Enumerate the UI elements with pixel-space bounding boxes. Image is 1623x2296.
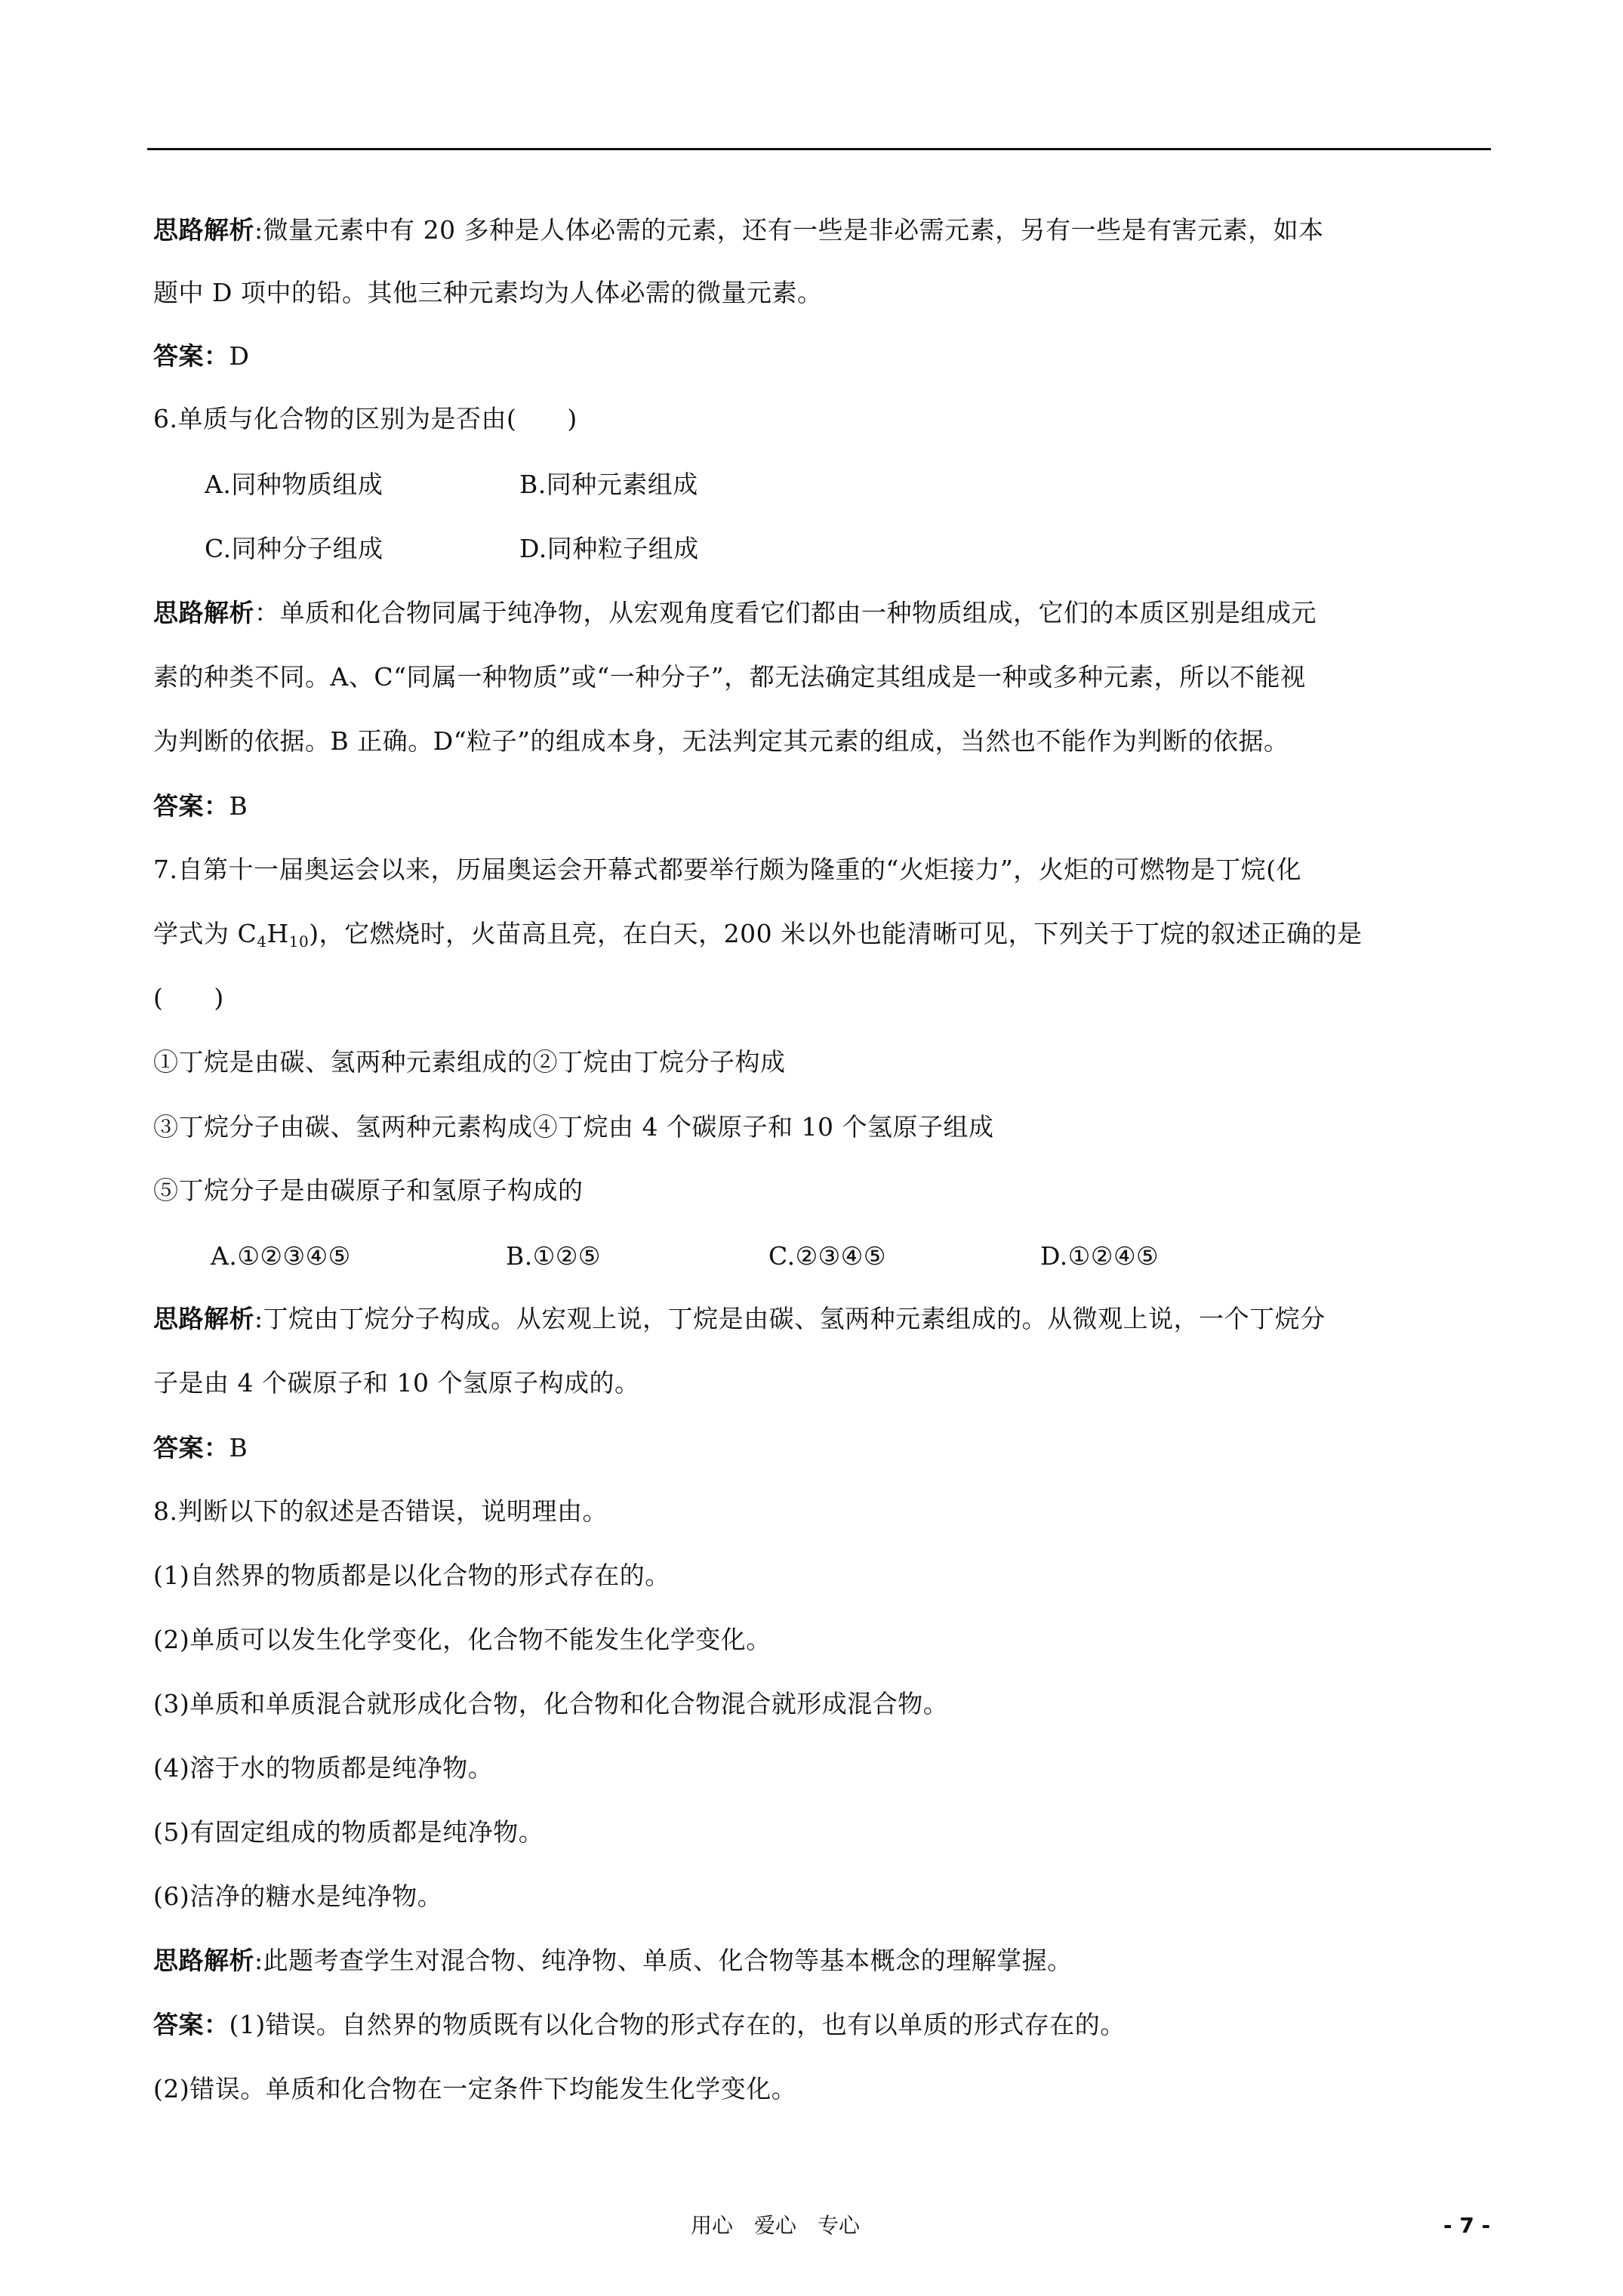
analysis-label: 思路解析 xyxy=(153,1304,254,1333)
q7-option-a: A.①②③④⑤ xyxy=(211,1241,351,1271)
analysis-label: 思路解析 xyxy=(153,215,254,245)
q7-option-d: D.①②④⑤ xyxy=(1040,1241,1160,1271)
analysis-label: 思路解析 xyxy=(153,1946,254,1975)
answer-label: 答案： xyxy=(153,1433,229,1462)
q6-analysis-line2: 素的种类不同。A、C“同属一种物质”或“一种分子”，都无法确定其组成是一种或多种元素，所以不能视 xyxy=(153,662,1306,692)
answer-label: 答案： xyxy=(153,2010,229,2039)
q6-stem: 6.单质与化合物的区别为是否由( ) xyxy=(153,404,577,433)
q6-analysis-line1 xyxy=(153,596,1317,630)
q7-statement-3: ⑤丁烷分子是由碳原子和氢原子构成的 xyxy=(153,1176,584,1205)
answer-value: B xyxy=(229,1433,248,1462)
q7-statement-1: ①丁烷是由碳、氢两种元素组成的②丁烷由丁烷分子构成 xyxy=(153,1047,786,1077)
q6-option-a: A.同种物质组成 xyxy=(205,470,383,499)
formula-subscript: 4 xyxy=(257,932,267,951)
header-rule xyxy=(147,148,1491,150)
q7-stem-line3: ( ) xyxy=(153,983,224,1012)
q8-item-2: (2)单质可以发生化学变化，化合物不能发生化学变化。 xyxy=(153,1625,771,1654)
q7-analysis-line2: 子是由 4 个碳原子和 10 个氢原子构成的。 xyxy=(153,1368,640,1398)
analysis-text: :丁烷由丁烷分子构成。从宏观上说，丁烷是由碳、氢两种元素组成的。从微观上说，一个丁烷分 xyxy=(254,1304,1326,1333)
q6-answer xyxy=(153,790,248,823)
q5-analysis-line2: 题中 D 项中的铅。其他三种元素均为人体必需的微量元素。 xyxy=(153,278,823,307)
q8-item-3: (3)单质和单质混合就形成化合物，化合物和化合物混合就形成混合物。 xyxy=(153,1689,949,1718)
analysis-text: :微量元素中有 20 多种是人体必需的元素，还有一些是非必需元素，另有一些是有害元素，如本 xyxy=(254,215,1324,245)
q5-analysis-line1 xyxy=(153,214,1324,247)
q6-analysis-line3: 为判断的依据。B 正确。D“粒子”的组成本身，无法判定其元素的组成，当然也不能作为判断的依据。 xyxy=(153,726,1289,756)
q7-stem-text: 学式为 C xyxy=(153,919,257,948)
q6-option-d: D.同种粒子组成 xyxy=(519,534,699,563)
formula-subscript: 10 xyxy=(288,932,310,951)
q7-stem-text: )，它燃烧时，火苗高且亮，在白天，200 米以外也能清晰可见，下列关于丁烷的叙述正确的是 xyxy=(309,919,1363,948)
answer-value: B xyxy=(229,791,248,821)
q7-option-c: C.②③④⑤ xyxy=(768,1241,886,1271)
analysis-text: ：单质和化合物同属于纯净物，从宏观角度看它们都由一种物质组成，它们的本质区别是组成元 xyxy=(254,598,1317,627)
q7-stem-line1: 7.自第十一届奥运会以来，历届奥运会开幕式都要举行颇为隆重的“火炬接力”，火炬的可燃物是丁烷(化 xyxy=(153,855,1302,884)
q7-analysis-line1 xyxy=(153,1302,1326,1336)
q5-answer xyxy=(153,340,249,373)
answer-text: (1)错误。自然界的物质既有以化合物的形式存在的，也有以单质的形式存在的。 xyxy=(229,2010,1126,2039)
q8-answer-line1 xyxy=(153,2008,1126,2042)
q6-option-c: C.同种分子组成 xyxy=(205,534,383,563)
q8-stem: 8.判断以下的叙述是否错误，说明理由。 xyxy=(153,1496,608,1526)
answer-label: 答案： xyxy=(153,341,229,371)
page-number: - 7 - xyxy=(1443,2213,1491,2238)
answer-label: 答案： xyxy=(153,791,229,821)
formula-element: H xyxy=(266,919,289,948)
footer-center-text: 用心 爱心 专心 xyxy=(691,2213,861,2238)
q7-statement-2: ③丁烷分子由碳、氢两种元素构成④丁烷由 4 个碳原子和 10 个氢原子组成 xyxy=(153,1112,994,1142)
q7-stem-line2 xyxy=(153,917,1363,951)
q8-answer-line2: (2)错误。单质和化合物在一定条件下均能发生化学变化。 xyxy=(153,2074,797,2103)
q6-option-b: B.同种元素组成 xyxy=(519,470,698,499)
q8-item-6: (6)洁净的糖水是纯净物。 xyxy=(153,1881,443,1911)
q7-option-b: B.①②⑤ xyxy=(506,1241,601,1271)
analysis-text: :此题考查学生对混合物、纯净物、单质、化合物等基本概念的理解掌握。 xyxy=(254,1946,1073,1975)
q7-answer xyxy=(153,1432,248,1465)
answer-value: D xyxy=(229,341,250,371)
q8-analysis xyxy=(153,1944,1073,1977)
q8-item-1: (1)自然界的物质都是以化合物的形式存在的。 xyxy=(153,1561,670,1590)
q8-item-5: (5)有固定组成的物质都是纯净物。 xyxy=(153,1817,544,1847)
q8-item-4: (4)溶于水的物质都是纯净物。 xyxy=(153,1753,494,1783)
analysis-label: 思路解析 xyxy=(153,598,254,627)
